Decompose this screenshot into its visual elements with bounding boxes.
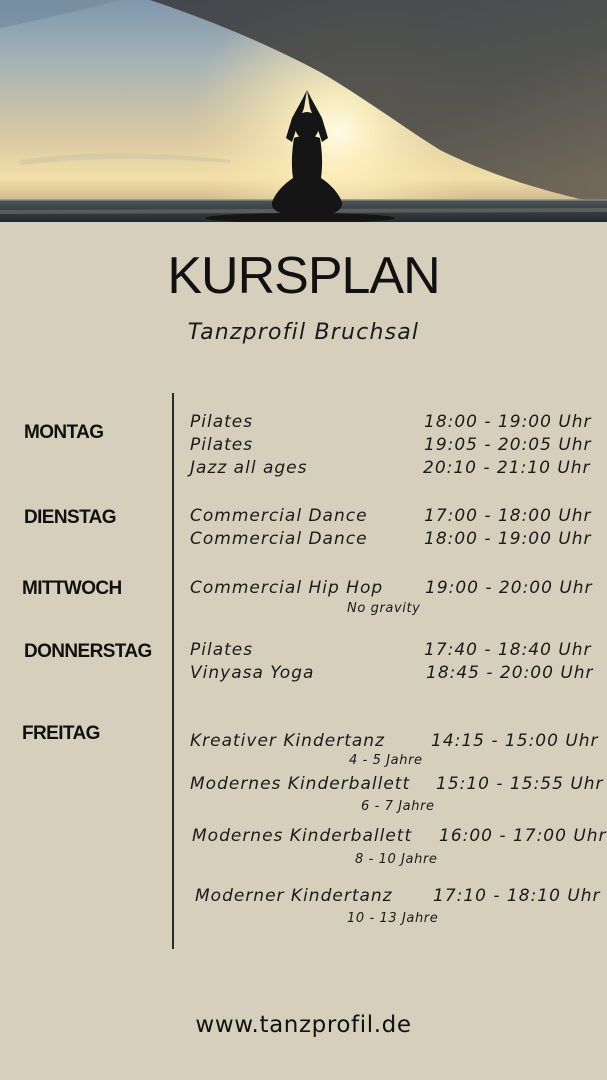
class-time: 18:00 - 19:00 Uhr xyxy=(424,529,592,549)
day-label-dienstag: DIENSTAG xyxy=(24,507,116,528)
day-label-freitag: FREITAG xyxy=(22,723,100,744)
page-title: KURSPLAN xyxy=(167,247,440,305)
day-label-montag: MONTAG xyxy=(24,422,104,443)
class-time: 15:10 - 15:55 Uhr xyxy=(436,774,604,794)
class-note: No gravity xyxy=(347,601,421,616)
day-label-mittwoch: MITTWOCH xyxy=(22,578,122,599)
class-time: 19:05 - 20:05 Uhr xyxy=(424,435,592,455)
class-name: Commercial Dance xyxy=(190,529,368,549)
class-time: 19:00 - 20:00 Uhr xyxy=(425,578,593,598)
class-time: 20:10 - 21:10 Uhr xyxy=(423,458,591,478)
class-name: Vinyasa Yoga xyxy=(190,663,315,683)
class-name: Pilates xyxy=(190,435,254,455)
class-name: Commercial Dance xyxy=(190,506,368,526)
class-name: Modernes Kinderballett xyxy=(190,774,411,794)
class-time: 17:00 - 18:00 Uhr xyxy=(424,506,592,526)
class-time: 17:40 - 18:40 Uhr xyxy=(424,640,592,660)
class-time: 14:15 - 15:00 Uhr xyxy=(431,731,599,751)
page-subtitle: Tanzprofil Bruchsal xyxy=(187,320,420,345)
column-divider xyxy=(172,393,174,949)
class-note: 6 - 7 Jahre xyxy=(361,799,435,814)
class-name: Pilates xyxy=(190,640,254,660)
class-time: 17:10 - 18:10 Uhr xyxy=(433,886,601,906)
class-time: 18:45 - 20:00 Uhr xyxy=(426,663,594,683)
class-name: Kreativer Kindertanz xyxy=(190,731,385,751)
website-link[interactable]: www.tanzprofil.de xyxy=(195,1012,412,1038)
class-name: Pilates xyxy=(190,412,254,432)
class-note: 4 - 5 Jahre xyxy=(349,753,423,768)
class-name: Commercial Hip Hop xyxy=(190,578,384,598)
header-image xyxy=(0,0,607,222)
class-note: 8 - 10 Jahre xyxy=(355,852,438,867)
day-label-donnerstag: DONNERSTAG xyxy=(24,641,152,662)
class-name: Modernes Kinderballett xyxy=(192,826,413,846)
yoga-silhouette-sunset-image xyxy=(0,0,607,222)
class-time: 16:00 - 17:00 Uhr xyxy=(439,826,607,846)
class-name: Moderner Kindertanz xyxy=(195,886,393,906)
class-note: 10 - 13 Jahre xyxy=(347,911,439,926)
class-time: 18:00 - 19:00 Uhr xyxy=(424,412,592,432)
class-name: Jazz all ages xyxy=(190,458,308,478)
